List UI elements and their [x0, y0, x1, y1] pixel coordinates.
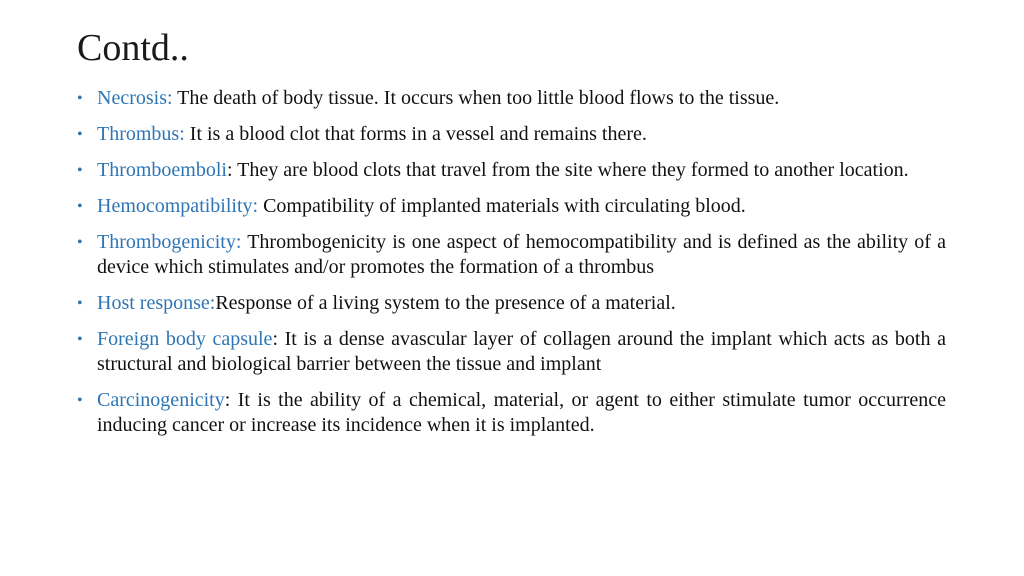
list-item-host-response — [77, 291, 946, 316]
definition-text: The death of body tissue. It occurs when too little blood flows to the tissue. — [172, 87, 780, 109]
definition-text: Response of a living system to the presence of a material. — [215, 292, 676, 314]
slide-title: Contd.. — [77, 27, 189, 69]
bullet-icon: • — [77, 198, 83, 215]
definition-list — [77, 86, 946, 449]
bullet-icon: • — [77, 162, 83, 179]
list-item-foreign-body-capsule — [77, 327, 946, 377]
bullet-icon: • — [77, 234, 83, 251]
list-item-hemocompatibility — [77, 194, 946, 219]
definition-text: Compatibility of implanted materials with circulating blood. — [258, 195, 746, 217]
bullet-icon: • — [77, 90, 83, 107]
term-label: Hemocompatibility: — [97, 195, 259, 217]
list-item-thrombogenicity — [77, 230, 946, 280]
definition-text: They are blood clots that travel from the site where they formed to another location. — [232, 159, 909, 181]
list-item-thrombus — [77, 122, 946, 147]
definition-text: It is a blood clot that forms in a vessel and remains there. — [184, 123, 647, 145]
term-separator: : — [226, 159, 233, 181]
term-label: Thrombus: — [97, 123, 185, 145]
term-label: Carcinogenicity — [97, 389, 225, 411]
bullet-icon: • — [77, 331, 83, 348]
list-item-necrosis — [77, 86, 946, 111]
term-separator: : — [272, 328, 278, 350]
bullet-icon: • — [77, 126, 83, 143]
term-label: Thromboemboli — [97, 159, 227, 181]
definition-text: It is a dense avascular layer of collagen around the implant which acts as both a structural and biological barrier between the tissue and implant — [97, 328, 946, 375]
bullet-icon: • — [77, 392, 83, 409]
bullet-icon: • — [77, 295, 83, 312]
term-label: Host response: — [97, 292, 216, 314]
term-label: Thrombogenicity: — [97, 231, 242, 253]
term-label: Necrosis: — [97, 87, 173, 109]
list-item-carcinogenicity — [77, 388, 946, 438]
list-item-thromboemboli — [77, 158, 946, 183]
term-label: Foreign body capsule — [97, 328, 273, 350]
definition-text: Thrombogenicity is one aspect of hemocompatibility and is defined as the ability of a device which stimulates and/or promotes the formation of a thrombus — [97, 231, 946, 278]
definition-text: It is the ability of a chemical, material, or agent to either stimulate tumor occurrence inducing cancer or increase its incidence when it is implanted. — [97, 389, 946, 436]
term-separator: : — [224, 389, 231, 411]
